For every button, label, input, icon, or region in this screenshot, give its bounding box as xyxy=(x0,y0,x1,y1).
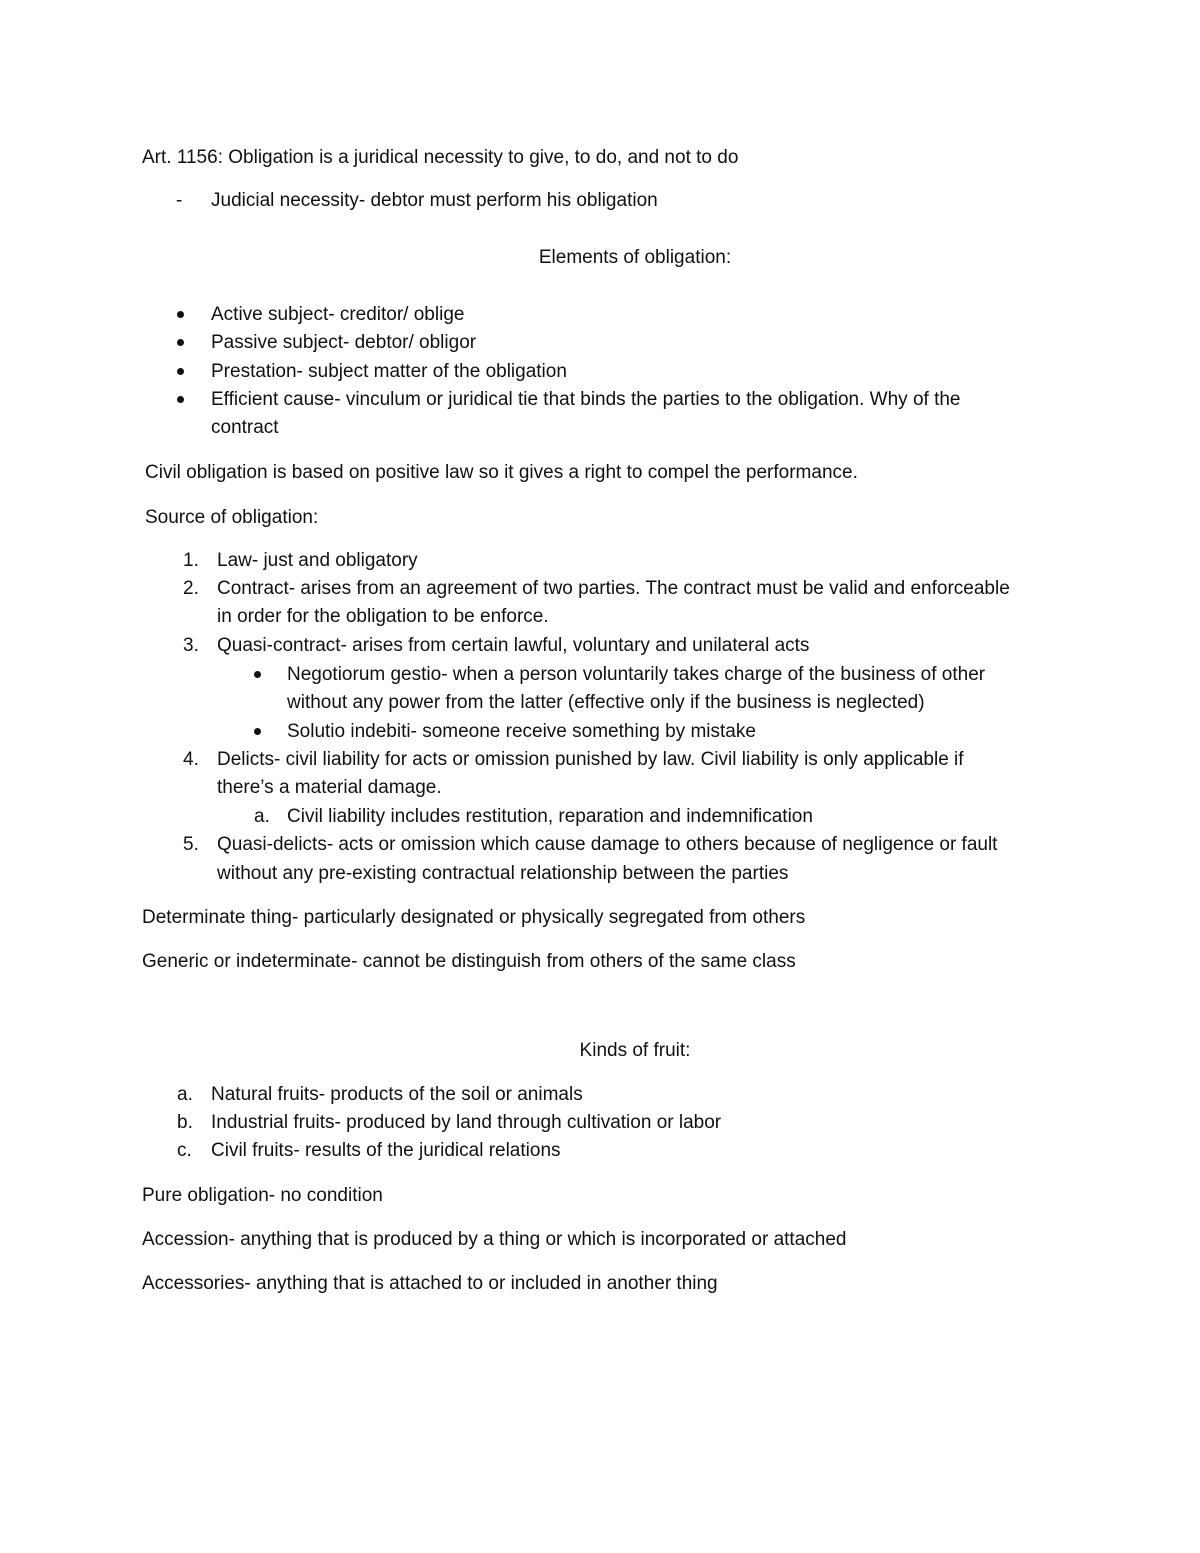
sub-item-line-1: Negotiorum gestio- when a person voluntarily takes charge of the business of other xyxy=(287,664,986,685)
source-item-line-2: without any pre-existing contractual relationship between the parties xyxy=(217,863,789,884)
element-item-line-2: contract xyxy=(211,417,279,438)
list-letter: b. xyxy=(177,1112,193,1133)
fruit-item: Industrial fruits- produced by land through cultivation or labor xyxy=(211,1112,722,1133)
element-item: Active subject- creditor/ oblige xyxy=(211,304,465,325)
list-number: 2. xyxy=(183,578,199,599)
list-number: 5. xyxy=(183,834,199,855)
fruits-heading: Kinds of fruit: xyxy=(579,1040,691,1061)
bullet-icon xyxy=(254,728,261,735)
dash-marker: - xyxy=(176,190,183,211)
sub-item: Civil liability includes restitution, reparation and indemnification xyxy=(287,806,813,827)
element-item: Passive subject- debtor/ obligor xyxy=(211,332,477,353)
sub-item-line-2: without any power from the latter (effective only if the business is neglected) xyxy=(287,692,925,713)
bullet-icon xyxy=(177,396,184,403)
bullet-icon xyxy=(177,339,184,346)
source-item-line-2: in order for the obligation to be enforce. xyxy=(217,606,549,627)
source-item: Quasi-contract- arises from certain lawful, voluntary and unilateral acts xyxy=(217,635,810,656)
judicial-necessity-text: Judicial necessity- debtor must perform his obligation xyxy=(211,190,658,211)
sub-item: Solutio indebiti- someone receive something by mistake xyxy=(287,721,756,742)
source-item-line-1: Delicts- civil liability for acts or omission punished by law. Civil liability is only applicable if xyxy=(217,749,964,770)
elements-heading: Elements of obligation: xyxy=(538,247,732,268)
source-item-line-1: Quasi-delicts- acts or omission which cause damage to others because of negligence or fault xyxy=(217,834,998,855)
accession-text: Accession- anything that is produced by a thing or which is incorporated or attached xyxy=(142,1229,847,1250)
element-item: Prestation- subject matter of the obligation xyxy=(211,361,567,382)
civil-obligation-text: Civil obligation is based on positive law so it gives a right to compel the performance. xyxy=(145,462,858,483)
element-item-line-1: Efficient cause- vinculum or juridical tie that binds the parties to the obligation. Why of the xyxy=(211,389,961,410)
bullet-icon xyxy=(177,311,184,318)
pure-obligation-text: Pure obligation- no condition xyxy=(142,1185,383,1206)
bullet-icon xyxy=(177,368,184,375)
sub-letter: a. xyxy=(254,806,270,827)
list-letter: c. xyxy=(177,1140,192,1161)
determinate-text: Determinate thing- particularly designated or physically segregated from others xyxy=(142,907,806,928)
fruit-item: Natural fruits- products of the soil or animals xyxy=(211,1084,583,1105)
list-number: 1. xyxy=(183,550,199,571)
source-item-line-1: Contract- arises from an agreement of two parties. The contract must be valid and enforceable xyxy=(217,578,1010,599)
generic-text: Generic or indeterminate- cannot be distinguish from others of the same class xyxy=(142,951,796,972)
bullet-icon xyxy=(254,671,261,678)
list-number: 3. xyxy=(183,635,199,656)
source-item: Law- just and obligatory xyxy=(217,550,418,571)
article-line: Art. 1156: Obligation is a juridical necessity to give, to do, and not to do xyxy=(142,147,739,168)
accessories-text: Accessories- anything that is attached to or included in another thing xyxy=(142,1273,718,1294)
list-number: 4. xyxy=(183,749,199,770)
source-heading: Source of obligation: xyxy=(145,507,319,528)
source-item-line-2: there’s a material damage. xyxy=(217,777,442,798)
list-letter: a. xyxy=(177,1084,193,1105)
fruit-item: Civil fruits- results of the juridical relations xyxy=(211,1140,561,1161)
